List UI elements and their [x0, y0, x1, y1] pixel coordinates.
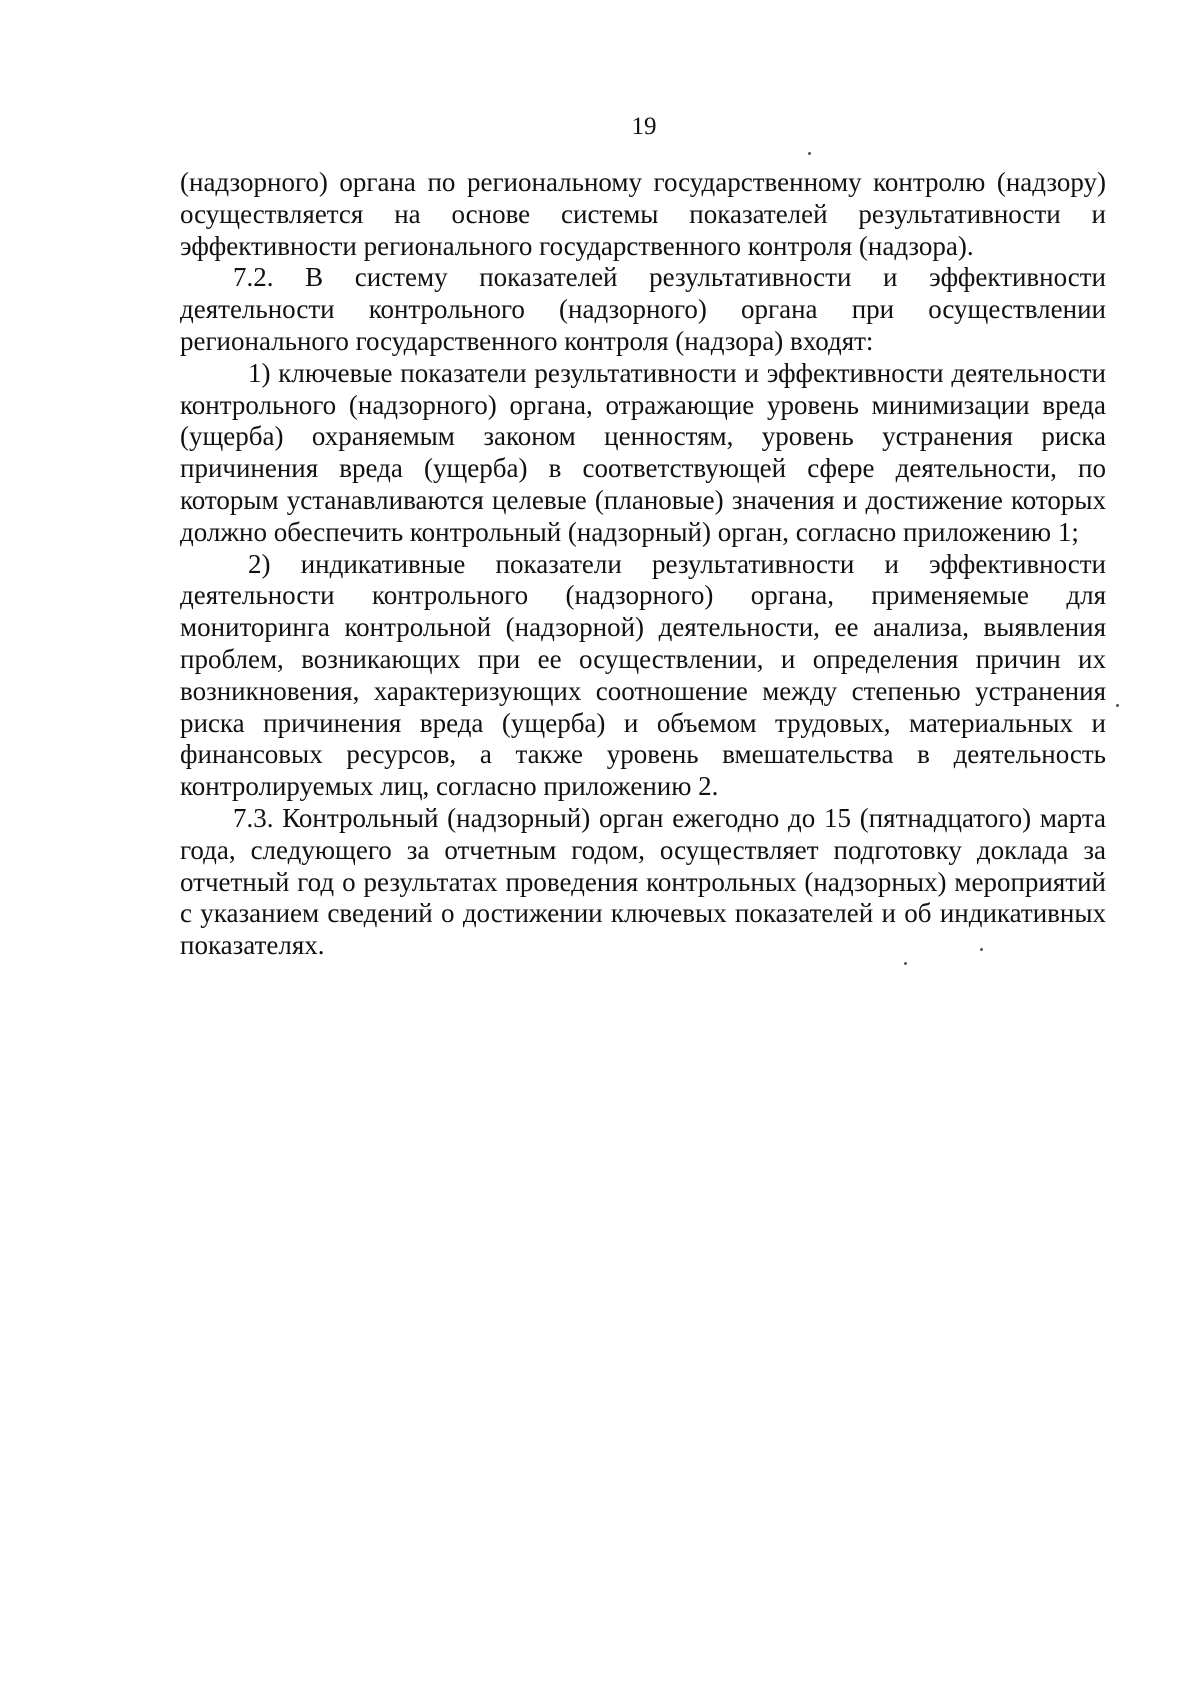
page-number: 19	[631, 113, 657, 140]
paragraph-7-2: 7.2. В систему показателей результативности и эффективности деятельности контрольного (надзорного) органа при осуществлении регионального государственного контроля (надзора) входят:	[180, 262, 1106, 356]
document-body	[180, 167, 1106, 962]
paragraph-7-3: 7.3. Контрольный (надзорный) орган ежегодно до 15 (пятнадцатого) марта года, следующего за отчетным годом, осуществляет подготовку доклада за отчетный год о результатах проведения контрольных (надзорных) мероприятий с указанием сведений о достижении ключевых показателей и об индикативных показателях.	[180, 802, 1106, 961]
scan-speck	[980, 948, 983, 951]
scan-speck	[904, 962, 907, 965]
scan-speck	[1116, 704, 1119, 707]
list-item-1: 1) ключевые показатели результативности и эффективности деятельности контрольного (надзорного) органа, отражающие уровень минимизации вреда (ущерба) охраняемым законом ценностям, уровень устранения риска причинения вреда (ущерба) в соответствующей сфере деятельности, по которым устанавливаются целевые (плановые) значения и достижение которых должно обеспечить контрольный (надзорный) орган, согласно приложению 1;	[180, 357, 1106, 547]
scan-speck	[808, 152, 811, 155]
paragraph-continuation: (надзорного) органа по региональному государственному контролю (надзору) осуществляется на основе системы показателей результативности и эффективности регионального государственного контроля (надзора).	[180, 167, 1106, 261]
list-item-2: 2) индикативные показатели результативности и эффективности деятельности контрольного (надзорного) органа, применяемые для мониторинга контрольной (надзорной) деятельности, ее анализа, выявления проблем, возникающих при ее осуществлении, и определения причин их возникновения, характеризующих соотношение между степенью устранения риска причинения вреда (ущерба) и объемом трудовых, материальных и финансовых ресурсов, а также уровень вмешательства в деятельность контролируемых лиц, согласно приложению 2.	[180, 548, 1106, 802]
